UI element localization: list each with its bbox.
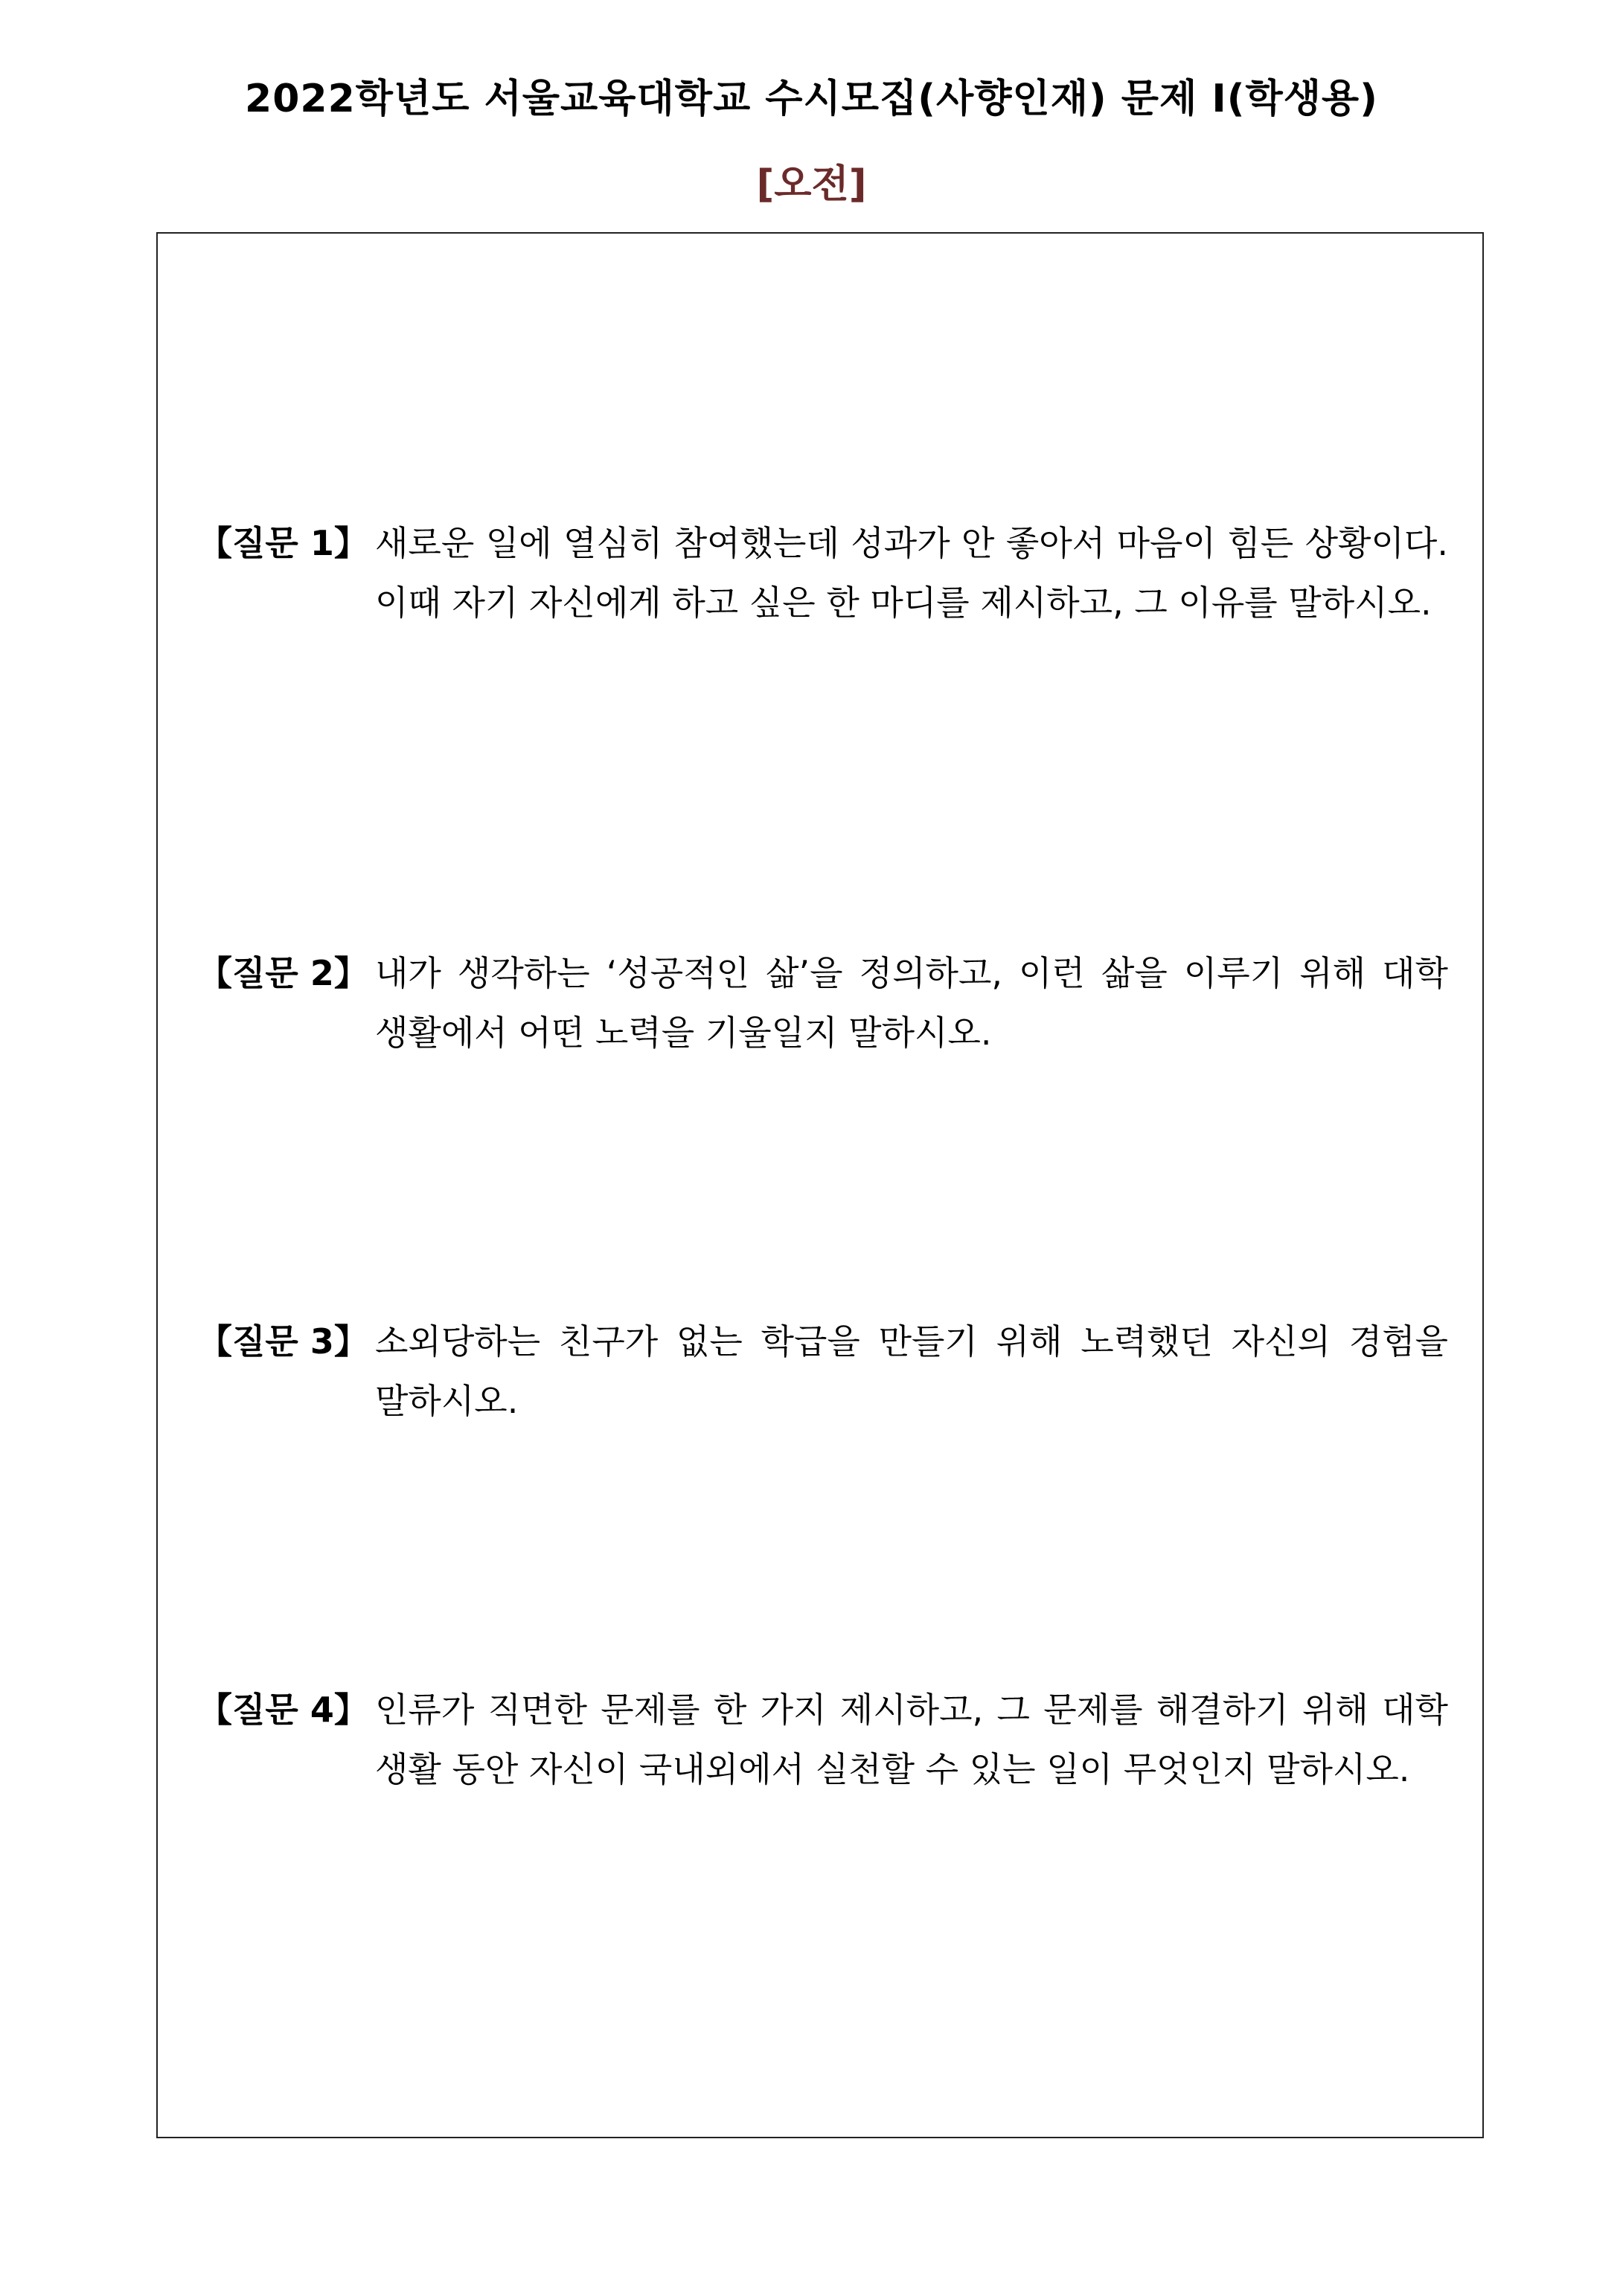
question-2-label: 【질문 2】 <box>198 953 368 993</box>
question-3-label: 【질문 3】 <box>198 1321 368 1362</box>
question-4-label: 【질문 4】 <box>198 1690 368 1730</box>
question-1-label: 【질문 1】 <box>198 523 368 563</box>
question-3-text: 소외당하는 친구가 없는 학급을 만들기 위해 노력했던 자신의 경험을 말하시오. <box>375 1321 1448 1421</box>
question-1-text: 새로운 일에 열심히 참여했는데 성과가 안 좋아서 마음이 힘든 상황이다. 이때 자기 자신에게 하고 싶은 한 마디를 제시하고, 그 이유를 말하시오. <box>375 523 1448 623</box>
question-4 <box>198 1680 1448 1799</box>
question-1 <box>198 513 1448 632</box>
page-title: 2022학년도 서울교육대학교 수시모집(사향인재) 문제 I(학생용) <box>245 77 1378 121</box>
question-3 <box>198 1312 1448 1431</box>
session-subtitle: [오전] <box>756 162 867 207</box>
question-2-text: 내가 생각하는 ‘성공적인 삶’을 정의하고, 이런 삶을 이루기 위해 대학 생활에서 어떤 노력을 기울일지 말하시오. <box>375 953 1448 1053</box>
question-2 <box>198 943 1448 1062</box>
question-4-text: 인류가 직면한 문제를 한 가지 제시하고, 그 문제를 해결하기 위해 대학 생활 동안 자신이 국내외에서 실천할 수 있는 일이 무엇인지 말하시오. <box>375 1690 1448 1789</box>
